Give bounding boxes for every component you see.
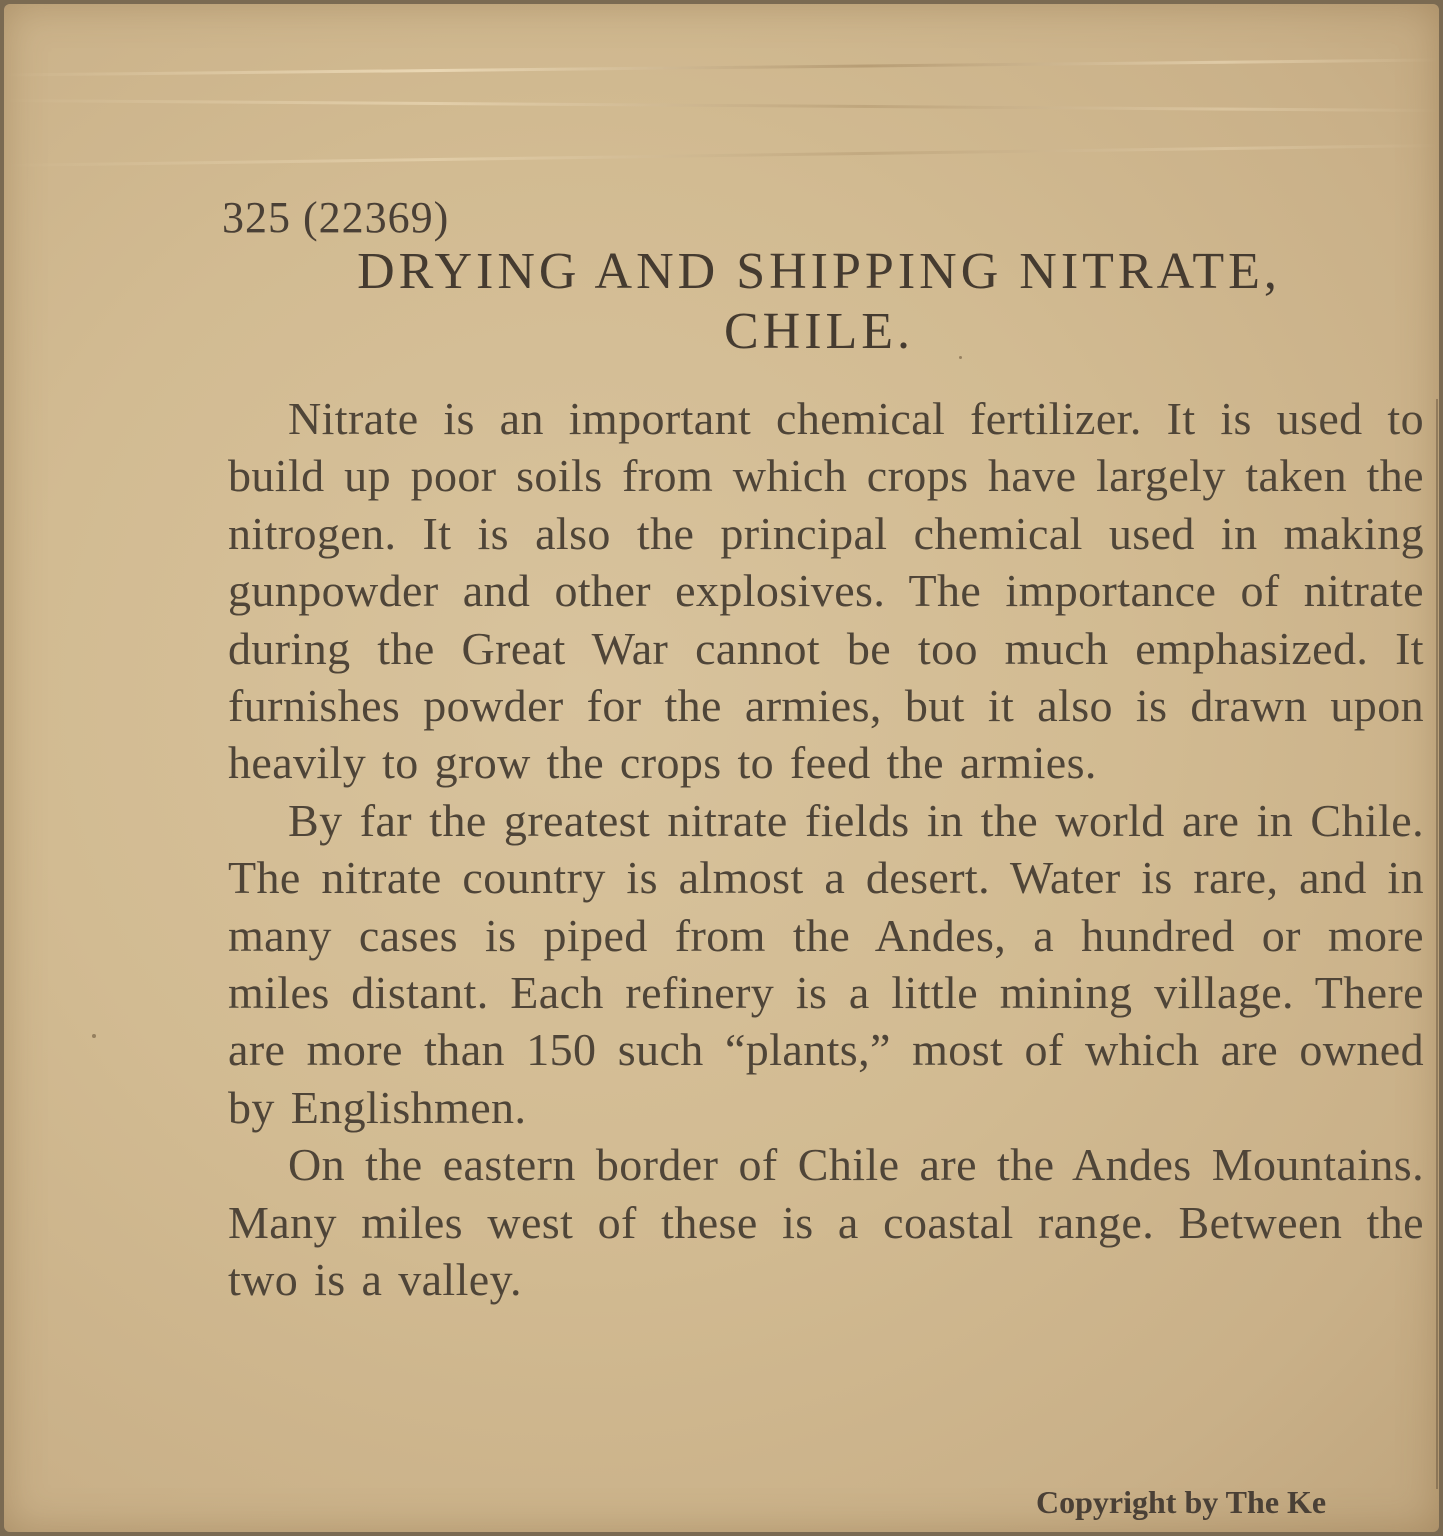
description-text <box>228 390 1424 1309</box>
paper-crease <box>4 58 1439 76</box>
paragraph-3: On the eastern border of Chile are the Andes Mountains. Many miles west of these is a coastal range. Between the two is a valley. <box>228 1139 1424 1306</box>
paragraph-2: By far the greatest nitrate fields in the world are in Chile. The nitrate country is almost a desert. Water is rare, and in many cases is piped from the Andes, a hundred or more miles distant. Each refinery is a little mining village. There are more than 150 such “plants,” most of which are owned by Englishmen. <box>228 794 1424 1133</box>
paper-speck <box>92 1034 96 1038</box>
card-number: 325 (22369) <box>222 193 450 242</box>
paper-crease <box>4 99 1439 112</box>
copyright-notice: Copyright by The Ke <box>1036 1484 1327 1520</box>
paragraph-1: Nitrate is an important chemical fertilizer. It is used to build up poor soils from which crops have largely taken the nitrogen. It is also the principal chemical used in making gunpowder and other explosives. The importance of nitrate during the Great War cannot be too much emphasized. It furnishes powder for the armies, but it also is drawn upon heavily to grow the crops to feed the armies. <box>228 393 1424 789</box>
title-line-2: CHILE. <box>723 303 915 360</box>
edge-rule <box>1436 399 1438 1489</box>
card-title <box>204 242 1434 362</box>
stereoview-card-back <box>4 4 1439 1532</box>
title-line-1: DRYING AND SHIPPING NITRATE, <box>357 243 1281 300</box>
paper-crease <box>4 144 1439 167</box>
